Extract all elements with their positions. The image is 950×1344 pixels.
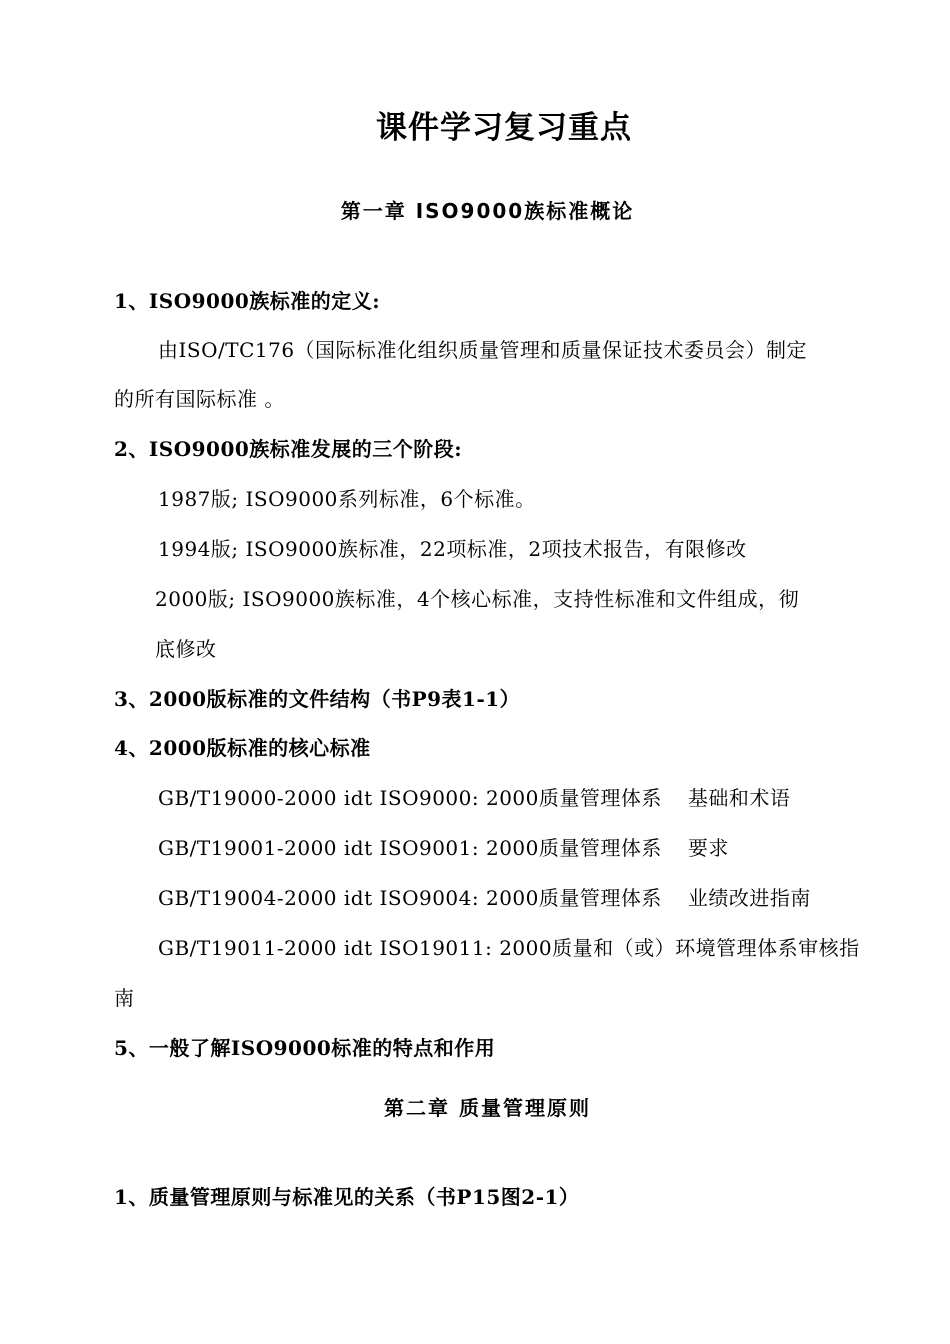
chapter-1-item-2-heading: 2、ISO9000族标准发展的三个阶段: (114, 437, 463, 461)
chapter-2-item-1-heading: 1、质量管理原则与标准见的关系（书P15图2-1） (114, 1185, 580, 1209)
core-standard-code: GB/T19004-2000 idt ISO9004: 2000质量管理体系 (158, 886, 662, 910)
core-standard-row: GB/T19011-2000 idt ISO19011: 2000质量和（或）环境管理体系审核指 (158, 936, 860, 960)
core-standard-name: 业绩改进指南 (687, 886, 811, 910)
stage-2000-cont: 底修改 (155, 637, 217, 661)
chapter-1-item-5-heading: 5、一般了解ISO9000标准的特点和作用 (114, 1036, 496, 1060)
core-standard-row (158, 884, 811, 912)
chapter-1-item-1-heading: 1、ISO9000族标准的定义: (114, 289, 381, 313)
chapter-1-item-1-text: 由ISO/TC176（国际标准化组织质量管理和质量保证技术委员会）制定 (158, 338, 808, 362)
chapter-2-title: 第二章 质量管理原则 (384, 1096, 591, 1120)
core-standard-row (158, 834, 729, 862)
core-standard-code: GB/T19001-2000 idt ISO9001: 2000质量管理体系 (158, 836, 662, 860)
core-standard-row (158, 784, 790, 812)
document-title: 课件学习复习重点 (376, 110, 632, 146)
core-standard-name: 要求 (687, 836, 729, 860)
chapter-1-item-1-text-cont: 的所有国际标准 。 (114, 387, 285, 411)
chapter-1-item-3-heading: 3、2000版标准的文件结构（书P9表1-1） (114, 687, 521, 711)
stage-1987: 1987版; ISO9000系列标准，6个标准。 (158, 487, 536, 511)
core-standard-code: GB/T19000-2000 idt ISO9000: 2000质量管理体系 (158, 786, 662, 810)
stage-1994: 1994版; ISO9000族标准，22项标准，2项技术报告，有限修改 (158, 537, 747, 561)
chapter-1-title: 第一章 ISO9000族标准概论 (340, 199, 635, 223)
core-standard-row-cont: 南 (114, 986, 135, 1010)
chapter-1-item-4-heading: 4、2000版标准的核心标准 (114, 736, 371, 760)
stage-2000: 2000版; ISO9000族标准，4个核心标准，支持性标准和文件组成，彻 (155, 587, 800, 611)
core-standard-name: 基础和术语 (687, 786, 791, 810)
